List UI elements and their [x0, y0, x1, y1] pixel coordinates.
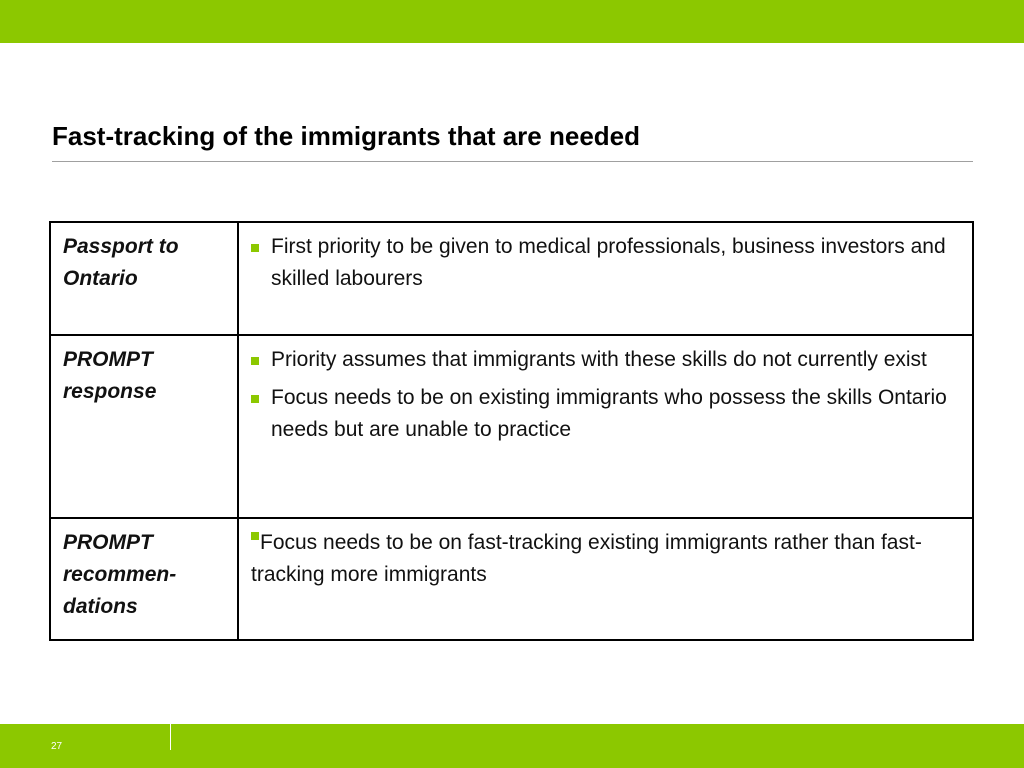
footer-divider	[170, 724, 171, 750]
bullet-text: Focus needs to be on existing immigrants who possess the skills Ontario needs but are unable to practice	[271, 386, 947, 441]
top-accent-bar	[0, 0, 1024, 43]
table-row	[50, 518, 973, 640]
table-row	[50, 222, 973, 335]
title-underline	[52, 161, 973, 162]
bullet-item	[251, 231, 962, 295]
row-content-prompt-response	[238, 335, 973, 518]
square-bullet-icon	[251, 532, 259, 540]
row-content-prompt-recommendations	[238, 518, 973, 640]
row-label-passport: Passport to Ontario	[50, 222, 238, 335]
bullet-item	[251, 382, 962, 446]
bullet-text: Priority assumes that immigrants with these skills do not currently exist	[271, 348, 927, 371]
square-bullet-icon	[251, 231, 271, 295]
bottom-accent-bar	[0, 724, 1024, 768]
bullet-text: Focus needs to be on fast-tracking existing immigrants rather than fast-tracking more immigrants	[251, 531, 922, 586]
row-label-prompt-response: PROMPT response	[50, 335, 238, 518]
bullet-text: First priority to be given to medical professionals, business investors and skilled labourers	[271, 235, 946, 290]
row-content-passport	[238, 222, 973, 335]
slide-title: Fast-tracking of the immigrants that are needed	[52, 121, 641, 151]
square-bullet-icon	[251, 382, 271, 446]
square-bullet-icon	[251, 344, 271, 376]
slide-number: 27	[51, 741, 63, 752]
bullet-item	[251, 344, 962, 376]
table-row	[50, 335, 973, 518]
row-label-prompt-recommendations: PROMPT recommen-dations	[50, 518, 238, 640]
content-table	[49, 221, 974, 641]
